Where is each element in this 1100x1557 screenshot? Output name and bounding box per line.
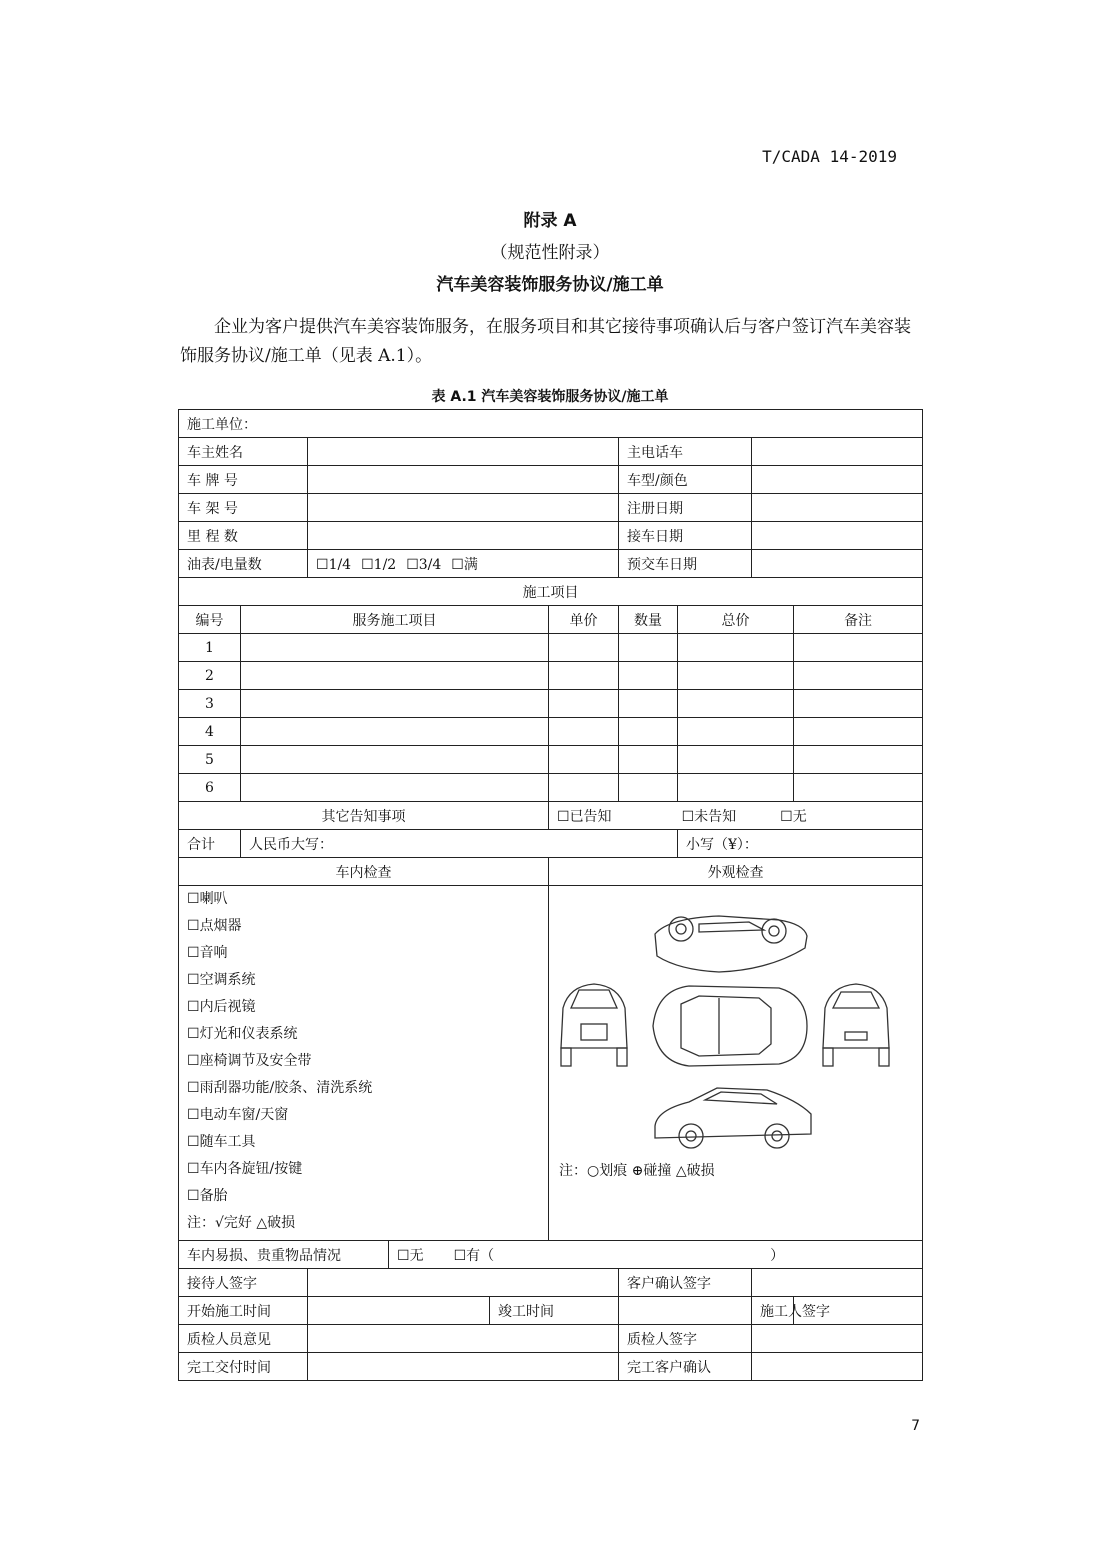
total-label: 合计 — [179, 830, 241, 858]
valuables-options — [389, 1241, 923, 1269]
table-row — [179, 774, 923, 802]
worker-sign-label: 施工人签字 — [752, 1297, 794, 1325]
service-item-field[interactable] — [241, 690, 549, 718]
customer-confirm-sign-field[interactable] — [752, 1269, 923, 1297]
unit-price-field[interactable] — [549, 774, 619, 802]
col-number: 编号 — [179, 606, 241, 634]
col-service-item: 服务施工项目 — [241, 606, 549, 634]
remarks-field[interactable] — [794, 718, 923, 746]
total-price-field[interactable] — [678, 718, 794, 746]
document-code: T/CADA 14-2019 — [762, 147, 897, 166]
total-price-field[interactable] — [678, 634, 794, 662]
interior-item-spare-tire[interactable]: ☐ 备胎 — [187, 1183, 540, 1210]
form-title: 汽车美容装饰服务协议/施工单 — [436, 275, 664, 295]
total-price-field[interactable] — [678, 662, 794, 690]
finish-time-field[interactable] — [619, 1297, 752, 1325]
valuables-none-checkbox[interactable]: ☐ 无 — [397, 1245, 424, 1265]
fuel-option-quarter[interactable]: ☐ 1/4 — [316, 557, 351, 573]
interior-item-tools[interactable]: ☐ 随车工具 — [187, 1129, 540, 1156]
page-number: 7 — [911, 1418, 920, 1434]
interior-item-lights-gauges[interactable]: ☐ 灯光和仪表系统 — [187, 1021, 540, 1048]
vin-label: 车 架 号 — [179, 494, 308, 522]
exterior-check-cell — [549, 886, 923, 1241]
construction-unit-cell[interactable]: 施工单位： — [179, 410, 923, 438]
total-price-field[interactable] — [678, 746, 794, 774]
row-number: 3 — [179, 690, 241, 718]
fuel-option-three-quarter[interactable]: ☐ 3/4 — [406, 557, 441, 573]
interior-check-header: 车内检查 — [179, 858, 549, 886]
unit-price-field[interactable] — [549, 690, 619, 718]
start-time-field[interactable] — [308, 1297, 490, 1325]
remarks-field[interactable] — [794, 690, 923, 718]
unit-price-field[interactable] — [549, 718, 619, 746]
interior-item-horn[interactable]: ☐ 喇叭 — [187, 886, 540, 913]
interior-item-lighter[interactable]: ☐ 点烟器 — [187, 913, 540, 940]
table-row — [179, 662, 923, 690]
table-row — [179, 746, 923, 774]
total-price-field[interactable] — [678, 690, 794, 718]
total-price-field[interactable] — [678, 774, 794, 802]
col-quantity: 数量 — [619, 606, 678, 634]
car-front-view — [561, 984, 627, 1066]
interior-item-knobs-buttons[interactable]: ☐ 车内各旋钮/按键 — [187, 1156, 540, 1183]
service-item-field[interactable] — [241, 634, 549, 662]
row-number: 1 — [179, 634, 241, 662]
remarks-field[interactable] — [794, 634, 923, 662]
car-side-bottom-view — [655, 1088, 811, 1148]
finish-time-label: 竣工时间 — [490, 1297, 619, 1325]
interior-item-wipers[interactable]: ☐ 雨刮器功能/胶条、清洗系统 — [187, 1075, 540, 1102]
notice-not-informed-checkbox[interactable]: ☐ 未告知 — [682, 806, 737, 826]
fuel-options — [308, 550, 619, 578]
row-number: 5 — [179, 746, 241, 774]
col-remarks: 备注 — [794, 606, 923, 634]
valuables-close-paren: ） — [770, 1247, 785, 1264]
owner-phone-label: 主电话车 — [619, 438, 752, 466]
table-row — [179, 634, 923, 662]
pickup-date-field[interactable] — [752, 522, 923, 550]
fuel-option-full[interactable]: ☐ 满 — [451, 554, 478, 574]
interior-item-windows-sunroof[interactable]: ☐ 电动车窗/天窗 — [187, 1102, 540, 1129]
customer-final-confirm-field[interactable] — [752, 1353, 923, 1381]
car-rear-view — [823, 984, 889, 1066]
other-notice-label: 其它告知事项 — [179, 802, 549, 830]
unit-price-field[interactable] — [549, 634, 619, 662]
interior-item-rearview-mirror[interactable]: ☐ 内后视镜 — [187, 994, 540, 1021]
interior-check-list — [179, 886, 549, 1241]
appendix-title: 附录 A — [523, 211, 577, 231]
model-color-label: 车型/颜色 — [619, 466, 752, 494]
model-color-field[interactable] — [752, 466, 923, 494]
qc-opinion-label: 质检人员意见 — [179, 1325, 308, 1353]
table-row — [179, 690, 923, 718]
exterior-legend: 注：○划痕 ⊕碰撞 △破损 — [559, 1163, 715, 1179]
receptionist-sign-field[interactable] — [308, 1269, 619, 1297]
reg-date-label: 注册日期 — [619, 494, 752, 522]
quantity-field[interactable] — [619, 746, 678, 774]
mileage-field[interactable] — [308, 522, 619, 550]
service-item-field[interactable] — [241, 774, 549, 802]
car-diagram-icon[interactable] — [549, 886, 919, 1240]
qc-opinion-field[interactable] — [308, 1325, 619, 1353]
receptionist-sign-label: 接待人签字 — [179, 1269, 308, 1297]
col-unit-price: 单价 — [549, 606, 619, 634]
notice-none-checkbox[interactable]: ☐ 无 — [780, 806, 807, 826]
quantity-field[interactable] — [619, 690, 678, 718]
handover-time-label: 完工交付时间 — [179, 1353, 308, 1381]
service-item-field[interactable] — [241, 662, 549, 690]
unit-price-field[interactable] — [549, 746, 619, 774]
customer-confirm-sign-label: 客户确认签字 — [619, 1269, 752, 1297]
rmb-small-field[interactable]: 小写（¥）： — [678, 830, 923, 858]
car-side-top-view — [655, 916, 807, 972]
quantity-field[interactable] — [619, 634, 678, 662]
quantity-field[interactable] — [619, 662, 678, 690]
service-item-field[interactable] — [241, 718, 549, 746]
normative-label: （规范性附录） — [490, 243, 610, 263]
exterior-check-header: 外观检查 — [549, 858, 923, 886]
owner-name-label: 车主姓名 — [179, 438, 308, 466]
qc-sign-label: 质检人签字 — [619, 1325, 752, 1353]
plate-field[interactable] — [308, 466, 619, 494]
remarks-field[interactable] — [794, 746, 923, 774]
interior-item-seats-belts[interactable]: ☐ 座椅调节及安全带 — [187, 1048, 540, 1075]
table-row — [179, 718, 923, 746]
row-number: 6 — [179, 774, 241, 802]
pickup-date-label: 接车日期 — [619, 522, 752, 550]
service-item-field[interactable] — [241, 746, 549, 774]
col-total-price: 总价 — [678, 606, 794, 634]
quantity-field[interactable] — [619, 718, 678, 746]
handover-time-field[interactable] — [308, 1353, 619, 1381]
unit-price-field[interactable] — [549, 662, 619, 690]
remarks-field[interactable] — [794, 774, 923, 802]
qc-sign-field[interactable] — [752, 1325, 923, 1353]
valuables-yes-checkbox[interactable]: ☐ 有（ — [454, 1245, 495, 1265]
plate-label: 车 牌 号 — [179, 466, 308, 494]
fuel-option-half[interactable]: ☐ 1/2 — [361, 557, 396, 573]
interior-item-ac[interactable]: ☐ 空调系统 — [187, 967, 540, 994]
row-number: 4 — [179, 718, 241, 746]
table-caption: 表 A.1 汽车美容装饰服务协议/施工单 — [431, 389, 669, 405]
items-section-header: 施工项目 — [179, 578, 923, 606]
valuables-label: 车内易损、贵重物品情况 — [179, 1241, 389, 1269]
intro-text: 企业为客户提供汽车美容装饰服务，在服务项目和其它接待事项确认后与客户签订汽车美容装饰服务协议/施工单（见表 A.1）。 — [180, 317, 911, 366]
car-top-view — [653, 986, 807, 1066]
customer-final-confirm-label: 完工客户确认 — [619, 1353, 752, 1381]
service-agreement-table — [178, 409, 923, 1381]
quantity-field[interactable] — [619, 774, 678, 802]
row-number: 2 — [179, 662, 241, 690]
owner-name-field[interactable] — [308, 438, 619, 466]
remarks-field[interactable] — [794, 662, 923, 690]
owner-phone-field[interactable] — [752, 438, 923, 466]
fuel-label: 油表/电量数 — [179, 550, 308, 578]
notice-options — [549, 802, 923, 830]
notice-informed-checkbox[interactable]: ☐ 已告知 — [557, 806, 612, 826]
start-time-label: 开始施工时间 — [179, 1297, 308, 1325]
mileage-label: 里 程 数 — [179, 522, 308, 550]
rmb-caps-field[interactable]: 人民币大写： — [241, 830, 678, 858]
reg-date-field[interactable] — [752, 494, 923, 522]
intro-paragraph — [180, 313, 925, 371]
vin-field[interactable] — [308, 494, 619, 522]
interior-item-audio[interactable]: ☐ 音响 — [187, 940, 540, 967]
interior-legend: 注：√完好 △破损 — [187, 1215, 296, 1231]
delivery-date-field[interactable] — [752, 550, 923, 578]
delivery-date-label: 预交车日期 — [619, 550, 752, 578]
